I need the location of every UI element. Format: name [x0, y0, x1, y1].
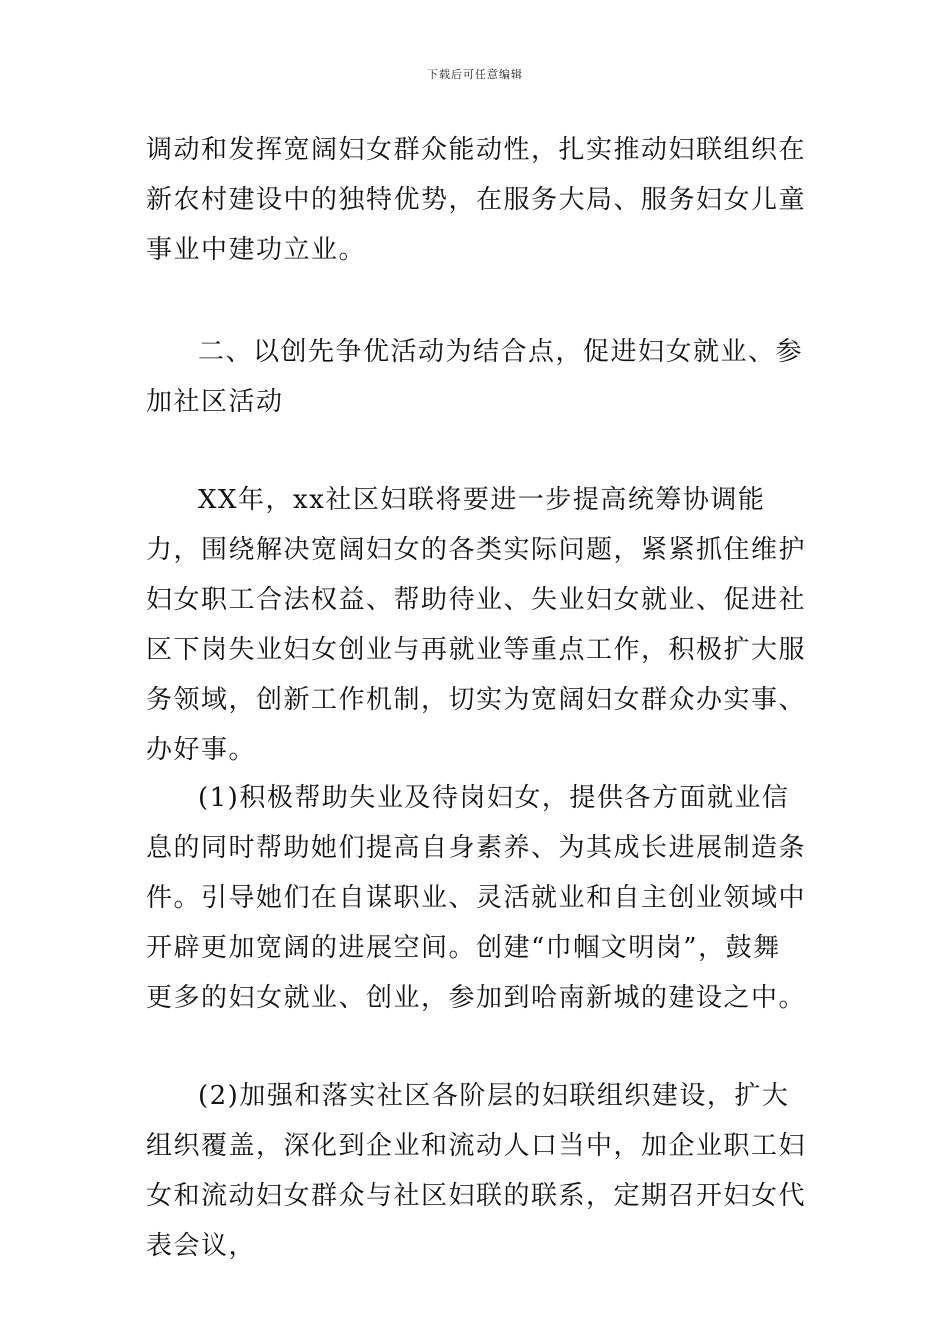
page-header: 下载后可任意编辑: [427, 68, 523, 81]
paragraph-item-1: [146, 773, 808, 1023]
paragraph-text: (1)积极帮助失业及待岗妇女，提供各方面就业信息的同时帮助她们提高自身素养、为其成长进展制造条件。引导她们在自谋职业、灵活就业和自主创业领域中开辟更加宽阔的进展空间。创建“巾帼文明岗”，鼓舞更多的妇女就业、创业，参加到哈南新城的建设之中。: [146, 783, 807, 1013]
paragraph-text: (2)加强和落实社区各阶层的妇联组织建设，扩大组织覆盖，深化到企业和流动人口当中，加企业职工妇女和流动妇女群众与社区妇联的联系，定期召开妇女代表会议，: [146, 1081, 807, 1261]
section-heading: [146, 327, 808, 427]
paragraph-text: XX年，xx社区妇联将要进一步提高统筹协调能力，围绕解决宽阔妇女的各类实际问题，紧紧抓住维护妇女职工合法权益、帮助待业、失业妇女就业、促进社区下岗失业妇女创业与再就业等重点工作，积极扩大服务领域，创新工作机制，切实为宽阔妇女群众办实事、办好事。: [146, 485, 807, 765]
paragraph-plan: [146, 475, 808, 775]
paragraph-continuation: [146, 125, 808, 275]
section-heading-text: 二、以创先争优活动为结合点，促进妇女就业、参加社区活动: [146, 337, 804, 417]
paragraph-item-2: [146, 1071, 808, 1271]
paragraph-text: 调动和发挥宽阔妇女群众能动性，扎实推动妇联组织在新农村建设中的独特优势，在服务大局、服务妇女儿童事业中建功立业。: [146, 135, 807, 265]
